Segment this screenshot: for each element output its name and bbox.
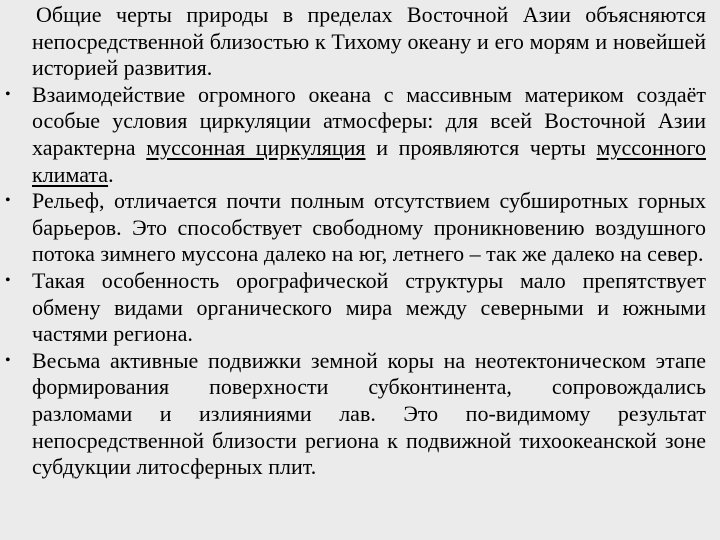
bullet-icon: •	[5, 192, 11, 210]
slide-body	[5, 2, 706, 481]
bullet-text-start: Взаимодействие огромного океана с массивным материком создаёт особые условия циркуляции атмосферы: для всей Восточной Азии характерна	[32, 81, 706, 160]
bullet-item-monsoon	[5, 81, 706, 188]
bullet-icon: •	[5, 271, 11, 289]
intro-paragraph: Общие черты природы в пределах Восточной Азии объясняются непосредственной близостью к Тихому океану и его морям и новейшей историей развития.	[32, 2, 706, 81]
bullet-icon: •	[5, 351, 11, 369]
monsoon-climate-link[interactable]: муссонного климата	[32, 134, 706, 187]
bullet-text: Весьма активные подвижки земной коры на неотектоническом этапе формирования поверхности субконтинента, сопровождались разломами и излияниями лав. Это по-видимому результат непосредственной близости региона к подвижной тихоокеанской зоне субдукции литосферных плит.	[32, 347, 706, 480]
bullet-text: Такая особенность орографической структуры мало препятствует обмену видами органического мира между северными и южными частями региона.	[32, 267, 706, 347]
bullet-item-relief	[5, 188, 706, 268]
bullet-item-orography	[5, 267, 706, 348]
bullet-text-end: .	[108, 161, 114, 187]
bullet-icon: •	[5, 85, 11, 103]
bullet-text: Рельеф, отличается почти полным отсутствием субширотных горных барьеров. Это способствует свободному проникновению воздушного потока зимнего муссона далеко на юг, летнего – так же далеко на север.	[32, 188, 706, 267]
monsoon-circulation-link[interactable]: муссонная циркуляция	[146, 134, 366, 160]
bullet-text-middle: и проявляются черты	[365, 134, 597, 160]
bullet-item-tectonics	[5, 347, 706, 481]
